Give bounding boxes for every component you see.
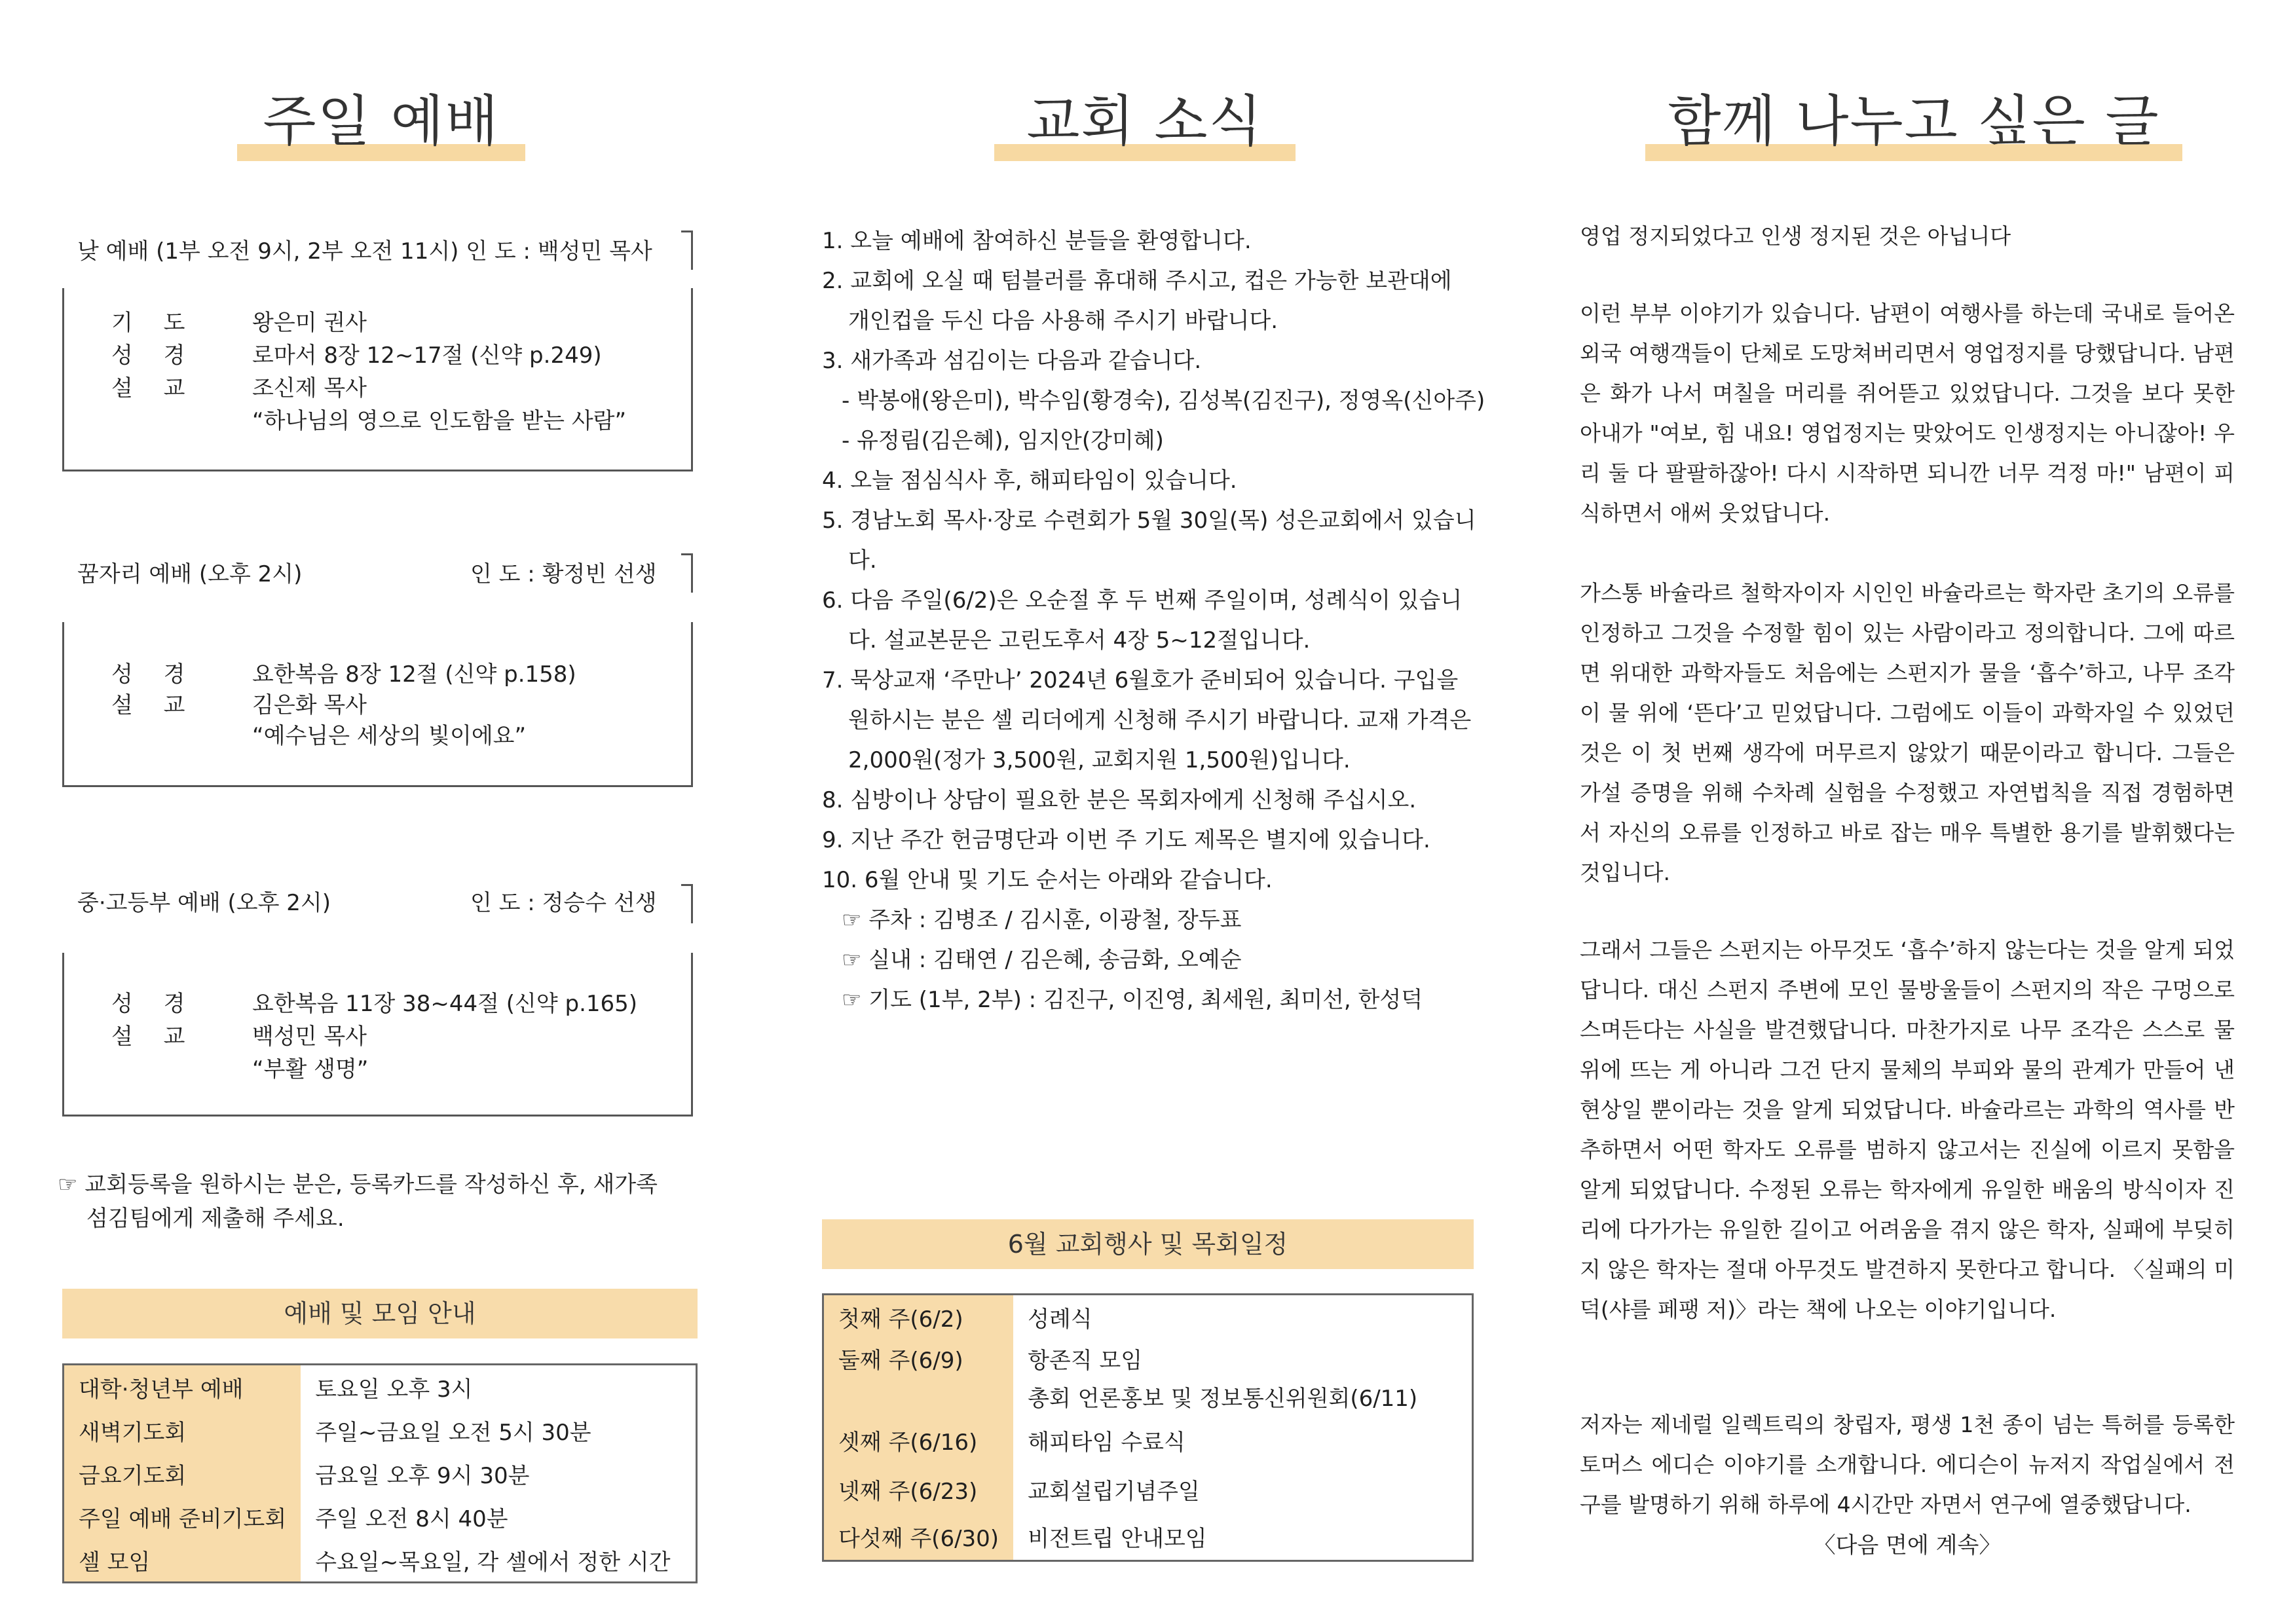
row-value: 조신제 목사 bbox=[252, 375, 367, 401]
table-row bbox=[64, 1365, 697, 1409]
title-worship bbox=[237, 85, 525, 157]
row-label: 설 교 bbox=[111, 375, 197, 401]
service-2-heading: 꿈자리 예배 (오후 2시) bbox=[77, 561, 303, 587]
meeting-time: 수요일~목요일, 각 셀에서 정한 시간 bbox=[315, 1549, 671, 1576]
register-note-line-1: ☞ 교회등록을 원하시는 분은, 등록카드를 작성하신 후, 새가족 bbox=[58, 1172, 658, 1198]
row-value: “하나님의 영으로 인도함을 받는 사람” bbox=[252, 408, 627, 434]
june-title: 6월 교회행사 및 목회일정 bbox=[1007, 1230, 1288, 1259]
june-week: 둘째 주(6/9) bbox=[823, 1338, 1014, 1378]
news-item: 7. 묵상교재 ‘주만나’ 2024년 6월호가 준비되어 있습니다. 구입을 bbox=[822, 667, 1459, 693]
row-label: 성 경 bbox=[111, 342, 197, 369]
table-row bbox=[64, 1409, 697, 1452]
row-label: 설 교 bbox=[111, 1024, 197, 1050]
table-row bbox=[823, 1338, 1473, 1378]
news-item: 4. 오늘 점심식사 후, 해피타임이 있습니다. bbox=[822, 468, 1237, 494]
news-item: - 박봉애(왕은미), 박수임(황경숙), 김성복(김진구), 정영옥(신아주) bbox=[842, 388, 1485, 414]
table-row bbox=[64, 1538, 697, 1583]
june-header bbox=[822, 1219, 1474, 1269]
june-week: 셋째 주(6/16) bbox=[823, 1414, 1014, 1466]
news-item: 3. 새가족과 섬김이는 다음과 같습니다. bbox=[822, 348, 1202, 374]
title-article bbox=[1645, 85, 2182, 157]
news-item: 5. 경남노회 목사·장로 수련회가 5월 30일(목) 성은교회에서 있습니 bbox=[822, 507, 1476, 534]
row-value: 로마서 8장 12~17절 (신약 p.249) bbox=[252, 342, 602, 369]
news-item: 2. 교회에 오실 때 텀블러를 휴대해 주시고, 컵은 가능한 보관대에 bbox=[822, 268, 1452, 294]
june-table bbox=[822, 1293, 1474, 1562]
table-row bbox=[823, 1414, 1473, 1466]
service-2-bracket bbox=[681, 553, 693, 593]
row-value: 요한복음 11장 38~44절 (신약 p.165) bbox=[252, 991, 638, 1017]
meeting-name: 대학·청년부 예배 bbox=[64, 1365, 301, 1409]
news-item: - 유정림(김은혜), 임지안(강미혜) bbox=[842, 428, 1164, 454]
article-paragraph-2: 가스통 바슐라르 철학자이자 시인인 바슐라르는 학자란 초기의 오류를 인정하고 그것을 수정할 힘이 있는 사람이라고 정의합니다. 그에 따르면 위대한 과학자들도 처음에는 스펀지가 물을 ‘흡수’하고, 나무 조각이 물 위에 ‘뜬다’고 믿었답니다. 그럼에도 이들이 과학자일 수 있었던 것은 이 첫 번째 생각에 머무르지 않았기 때문이라고 합니다. 그들은 가설 증명을 위해 수차례 실험을 수정했고 자연법칙을 직접 경험하면서 자신의 오류를 인정하고 바로 잡는 매우 특별한 용기를 발휘했다는 것입니다. bbox=[1580, 580, 2235, 885]
row-label: 설 교 bbox=[111, 692, 197, 718]
june-event: 항존직 모임 bbox=[1028, 1347, 1143, 1374]
meeting-time: 금요일 오후 9시 30분 bbox=[315, 1462, 530, 1489]
title-news-text: 교회 소식 bbox=[1026, 89, 1263, 153]
service-1-heading: 낮 예배 (1부 오전 9시, 2부 오전 11시) 인 도 : 백성민 목사 bbox=[77, 238, 652, 265]
row-value: 왕은미 권사 bbox=[252, 310, 367, 336]
june-week: 첫째 주(6/2) bbox=[823, 1295, 1014, 1339]
june-event: 비전트립 안내모임 bbox=[1028, 1525, 1207, 1552]
row-value: “부활 생명” bbox=[252, 1056, 369, 1082]
article-paragraph-3: 그래서 그들은 스펀지는 아무것도 ‘흡수’하지 않는다는 것을 알게 되었답니다. 대신 스펀지 주변에 모인 물방울들이 스펀지의 작은 구멍으로 스며든다는 사실을 발견했답니다. 마찬가지로 나무 조각은 스스로 물 위에 뜨는 게 아니라 그건 단지 물체의 부피와 물의 관계가 만들어 낸 현상일 뿐이라는 것을 알게 되었답니다. 바슐라르는 과학의 역사를 반추하면서 어떤 학자도 오류를 범하지 않고서는 진실에 이르지 못함을 알게 되었답니다. 수정된 오류는 학자에게 유일한 배움의 방식이자 진리에 다가가는 유일한 길이고 어려움을 겪지 않은 학자, 실패에 부딪히지 않은 학자는 절대 아무것도 발견하지 못한다고 합니다. 〈실패의 미덕(샤를 페팽 저)〉라는 책에 나오는 이야기입니다. bbox=[1580, 937, 2235, 1322]
row-label: 기 도 bbox=[111, 310, 197, 336]
row-label: 성 경 bbox=[111, 991, 197, 1017]
service-3-bracket bbox=[681, 884, 693, 923]
register-note-line-2: 섬김팀에게 제출해 주세요. bbox=[86, 1206, 345, 1232]
news-item: 8. 심방이나 상담이 필요한 분은 목회자에게 신청해 주십시오. bbox=[822, 787, 1417, 813]
news-item: 다. bbox=[848, 547, 877, 574]
news-item: 6. 다음 주일(6/2)은 오순절 후 두 번째 주일이며, 성례식이 있습니 bbox=[822, 587, 1463, 614]
meetings-title: 예배 및 모임 안내 bbox=[284, 1299, 476, 1328]
june-event: 총회 언론홍보 및 정보통신위원회(6/11) bbox=[1028, 1385, 1418, 1412]
june-week bbox=[823, 1378, 1014, 1414]
news-item: ☞ 기도 (1부, 2부) : 김진구, 이진영, 최세원, 최미선, 한성덕 bbox=[842, 987, 1423, 1013]
row-value: “예수님은 세상의 빛이에요” bbox=[252, 723, 527, 749]
june-event: 해피타임 수료식 bbox=[1028, 1429, 1185, 1456]
article-paragraph-4: 저자는 제네럴 일렉트릭의 창립자, 평생 1천 종이 넘는 특허를 등록한 토머스 에디슨 이야기를 소개합니다. 에디슨이 뉴저지 작업실에서 전구를 발명하기 위해 하루에 4시간만 자면서 연구에 열중했답니다. bbox=[1580, 1412, 2235, 1517]
title-news bbox=[994, 85, 1296, 157]
news-item: ☞ 실내 : 김태연 / 김은혜, 송금화, 오예순 bbox=[842, 947, 1242, 973]
table-row bbox=[823, 1513, 1473, 1561]
table-row bbox=[64, 1495, 697, 1538]
news-item: 9. 지난 주간 헌금명단과 이번 주 기도 제목은 별지에 있습니다. bbox=[822, 827, 1430, 853]
news-item: 2,000원(정가 3,500원, 교회지원 1,500원)입니다. bbox=[848, 747, 1351, 773]
news-item: 개인컵을 두신 다음 사용해 주시기 바랍니다. bbox=[848, 308, 1278, 334]
table-row bbox=[823, 1378, 1473, 1414]
june-event: 성례식 bbox=[1028, 1306, 1092, 1333]
meeting-time: 주일~금요일 오전 5시 30분 bbox=[315, 1419, 591, 1446]
table-row bbox=[823, 1466, 1473, 1513]
article-paragraph-1: 이런 부부 이야기가 있습니다. 남편이 여행사를 하는데 국내로 들어온 외국 여행객들이 단체로 도망쳐버리면서 영업정지를 당했답니다. 남편은 화가 나서 며칠을 머리를 쥐어뜯고 있었답니다. 그것을 보다 못한 아내가 "여보, 힘 내요! 영업정지는 맞았어도 인생정지는 아니잖아! 우리 둘 다 팔팔하잖아! 다시 시작하면 되니깐 너무 걱정 마!" 남편이 피식하면서 애써 웃었답니다. bbox=[1580, 301, 2235, 526]
june-event: 교회설립기념주일 bbox=[1028, 1478, 1200, 1505]
meeting-time: 토요일 오후 3시 bbox=[315, 1376, 473, 1403]
service-3-leader: 인 도 : 정승수 선생 bbox=[470, 890, 657, 916]
title-worship-text: 주일 예배 bbox=[263, 89, 500, 153]
june-week: 넷째 주(6/23) bbox=[823, 1466, 1014, 1513]
meeting-name: 셀 모임 bbox=[64, 1538, 301, 1583]
article-title-line: 영업 정지되었다고 인생 정지된 것은 아닙니다 bbox=[1580, 223, 2011, 249]
row-value: 백성민 목사 bbox=[252, 1024, 367, 1050]
june-week: 다섯째 주(6/30) bbox=[823, 1513, 1014, 1561]
news-item: ☞ 주차 : 김병조 / 김시훈, 이광철, 장두표 bbox=[842, 907, 1242, 933]
row-label: 성 경 bbox=[111, 661, 197, 688]
service-2-leader: 인 도 : 황정빈 선생 bbox=[470, 561, 657, 587]
meetings-table bbox=[62, 1363, 698, 1583]
news-item: 다. 설교본문은 고린도후서 4장 5~12절입니다. bbox=[848, 627, 1311, 654]
meeting-time: 주일 오전 8시 40분 bbox=[315, 1505, 508, 1532]
row-value: 요한복음 8장 12절 (신약 p.158) bbox=[252, 661, 576, 688]
row-value: 김은화 목사 bbox=[252, 692, 367, 718]
service-1-bracket bbox=[681, 231, 693, 270]
news-item: 10. 6월 안내 및 기도 순서는 아래와 같습니다. bbox=[822, 867, 1273, 893]
meeting-name: 주일 예배 준비기도회 bbox=[64, 1495, 301, 1538]
table-row bbox=[64, 1452, 697, 1495]
table-row bbox=[823, 1295, 1473, 1339]
meeting-name: 금요기도회 bbox=[64, 1452, 301, 1495]
news-item: 1. 오늘 예배에 참여하신 분들을 환영합니다. bbox=[822, 228, 1252, 254]
meeting-name: 새벽기도회 bbox=[64, 1409, 301, 1452]
title-article-text: 함께 나누고 싶은 글 bbox=[1668, 89, 2160, 153]
continued-note: 〈다음 면에 계속〉 bbox=[1813, 1532, 2002, 1559]
meetings-header bbox=[62, 1289, 698, 1338]
service-3-heading: 중·고등부 예배 (오후 2시) bbox=[77, 890, 331, 916]
news-item: 원하시는 분은 셀 리더에게 신청해 주시기 바랍니다. 교재 가격은 bbox=[848, 707, 1472, 733]
